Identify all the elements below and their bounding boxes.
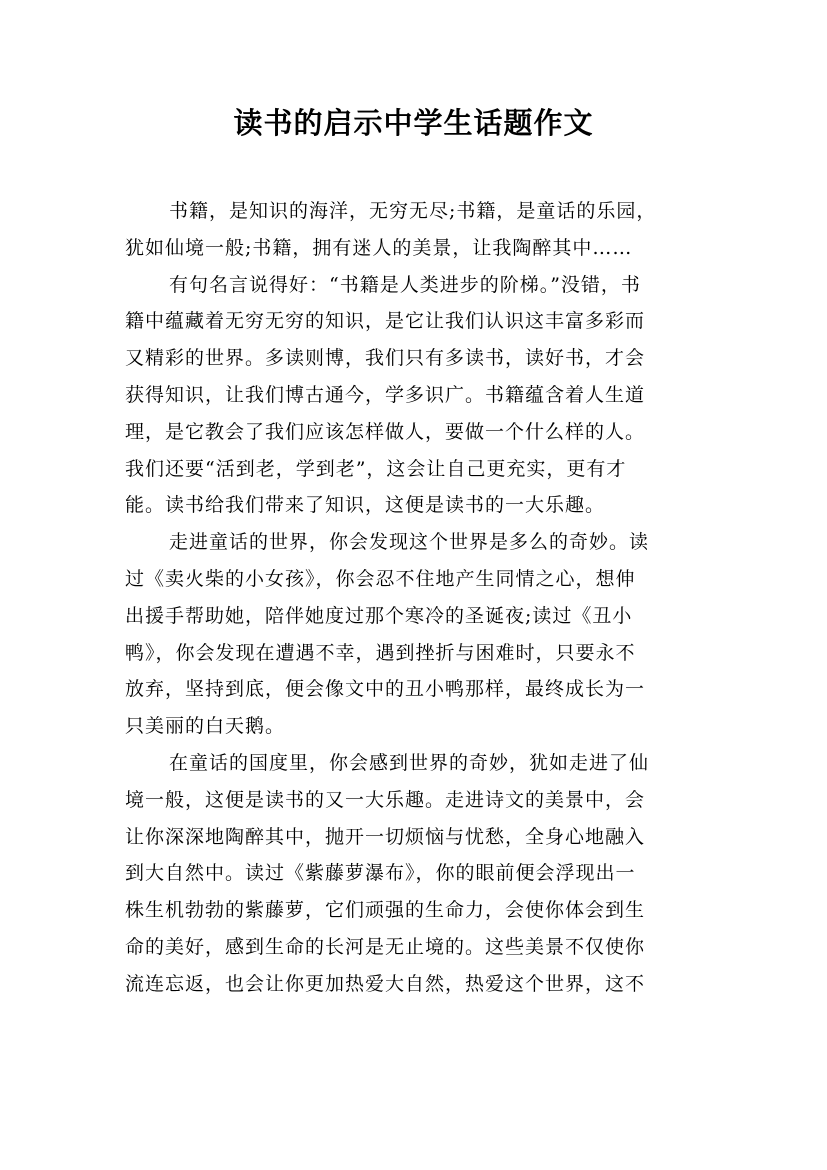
text-line: 到大自然中。读过《紫藤萝瀑布》，你的眼前便会浮现出一 xyxy=(125,862,636,885)
text-line: 书籍，是知识的海洋，无穷无尽;书籍，是童话的乐园， xyxy=(169,200,657,222)
text-line: 境一般，这便是读书的又一大乐趣。走进诗文的美景中，会 xyxy=(125,788,646,811)
document-body xyxy=(125,193,710,1003)
text-line: 有句名言说得好：“书籍是人类进步的阶梯。”没错，书 xyxy=(169,273,641,296)
text-line: 株生机勃勃的紫藤萝，它们顽强的生命力，会使你体会到生 xyxy=(125,899,646,922)
text-line: 获得知识，让我们博古通今，学多识广。书籍蕴含着人生道 xyxy=(125,383,646,406)
text-line: 只美丽的白天鹅。 xyxy=(125,715,286,738)
text-line: 让你深深地陶醉其中，抛开一切烦恼与忧愁，全身心地融入 xyxy=(125,825,646,848)
text-line: 命的美好，感到生命的长河是无止境的。这些美景不仅使你 xyxy=(125,935,646,958)
text-line: 流连忘返，也会让你更加热爱大自然，热爱这个世界，这不 xyxy=(125,972,646,995)
text-line: 走进童话的世界，你会发现这个世界是多么的奇妙。读 xyxy=(169,531,650,554)
text-line: 籍中蕴藏着无穷无穷的知识，是它让我们认识这丰富多彩而 xyxy=(125,310,646,333)
text-line: 出援手帮助她，陪伴她度过那个寒冷的圣诞夜;读过《丑小 xyxy=(125,604,633,627)
text-line: 又精彩的世界。多读则博，我们只有多读书，读好书，才会 xyxy=(125,347,646,370)
document-title: 读书的启示中学生话题作文 xyxy=(233,106,594,140)
text-line: 犹如仙境一般;书籍，拥有迷人的美景，让我陶醉其中…… xyxy=(125,236,633,259)
text-line: 放弃，坚持到底，便会像文中的丑小鸭那样，最终成长为一 xyxy=(125,678,646,701)
text-line: 在童话的国度里，你会感到世界的奇妙，犹如走进了仙 xyxy=(169,751,650,774)
text-line: 鸭》，你会发现在遭遇不幸，遇到挫折与困难时，只要永不 xyxy=(125,641,636,664)
text-line: 理，是它教会了我们应该怎样做人，要做一个什么样的人。 xyxy=(125,420,646,443)
text-line: 我们还要“活到老，学到老”，这会让自己更充实，更有才 xyxy=(125,457,627,480)
text-line: 过《卖火柴的小女孩》，你会忍不住地产生同情之心，想伸 xyxy=(125,567,636,590)
text-line: 能。读书给我们带来了知识，这便是读书的一大乐趣。 xyxy=(125,494,606,517)
